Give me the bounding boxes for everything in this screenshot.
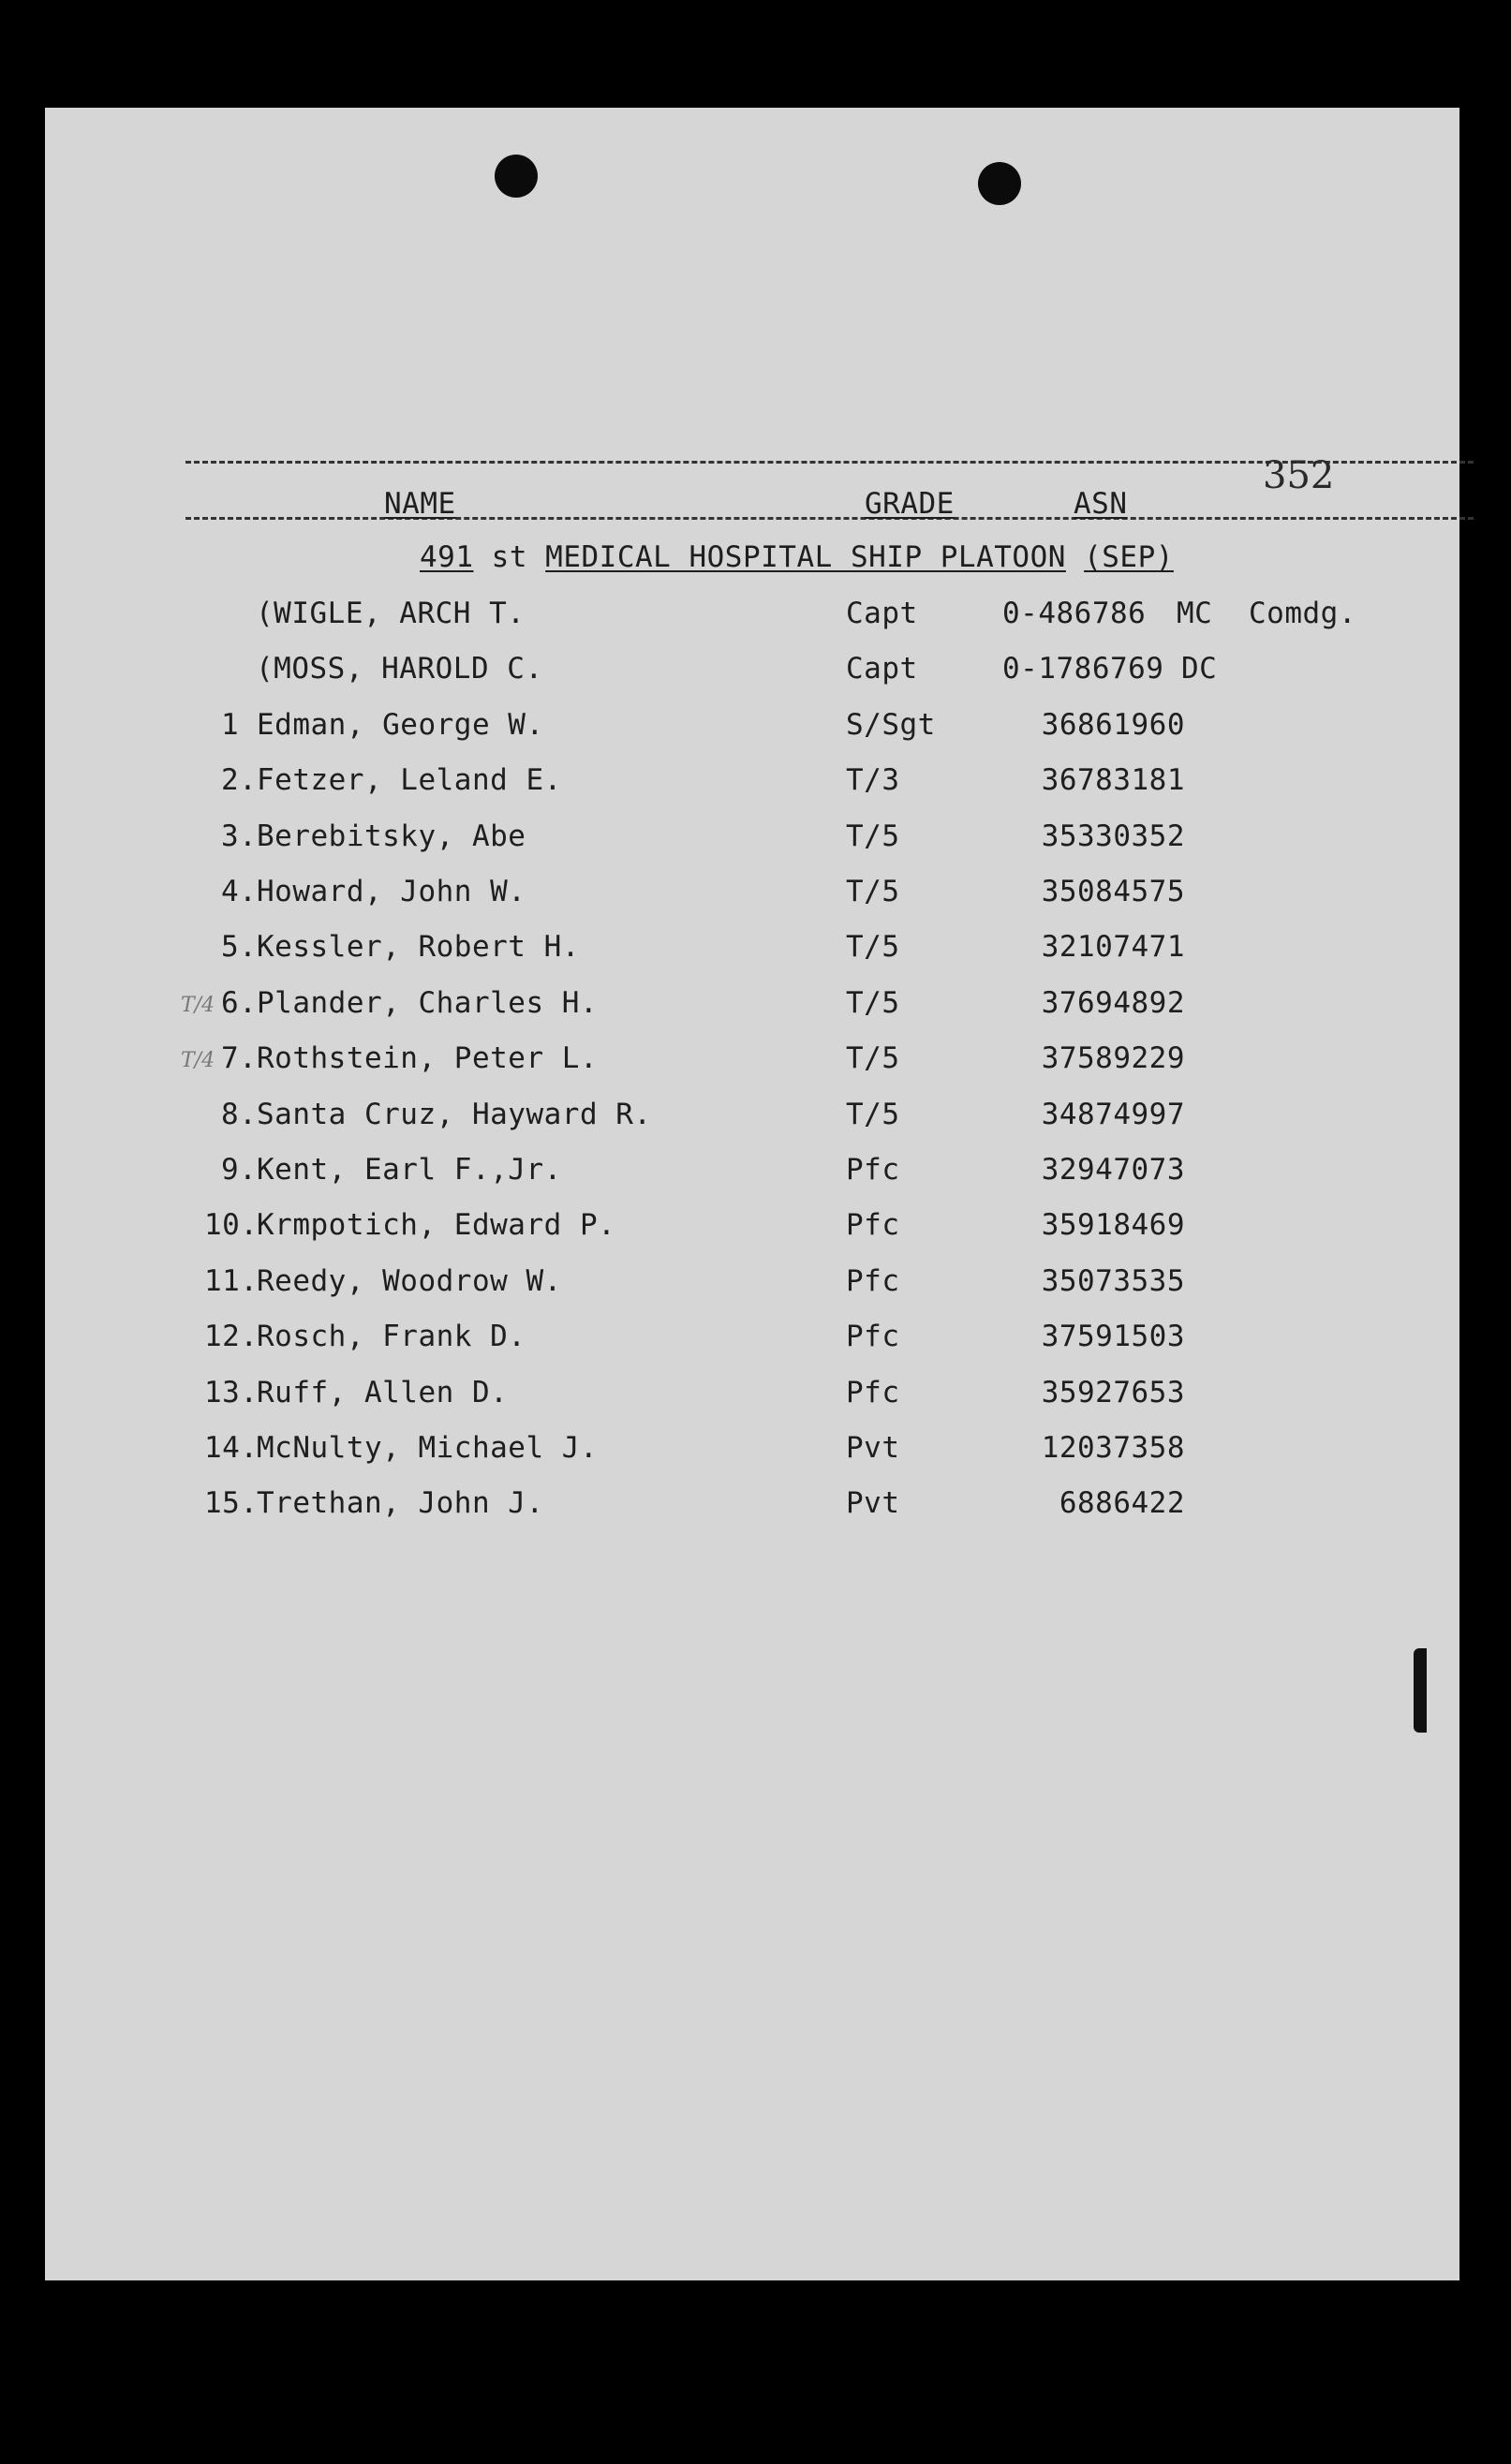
roster-name: Berebitsky, Abe (257, 819, 526, 853)
roster-name: Krmpotich, Edward P. (257, 1208, 616, 1243)
roster-number: 1 (221, 707, 240, 742)
unit-qualifier: (SEP) (1084, 540, 1174, 574)
roster-grade: T/5 (846, 1041, 900, 1076)
margin-annotation: T/4 (181, 1049, 215, 1073)
roster-number: 11. (204, 1263, 259, 1298)
roster-row (45, 1376, 1450, 1423)
roster-asn: 35084575 (1041, 875, 1185, 908)
roster-number: 3. (221, 819, 258, 853)
roster-grade: Pfc (846, 1375, 900, 1409)
officer-grade: Capt (846, 652, 918, 686)
roster-number: 14. (204, 1431, 259, 1465)
roster-grade: Pfc (846, 1153, 900, 1187)
unit-suffix: st (491, 540, 527, 574)
roster-asn: 35073535 (1041, 1263, 1185, 1298)
roster-asn: 36783181 (1041, 763, 1185, 798)
roster-grade: T/5 (846, 985, 900, 1020)
roster-name: Plander, Charles H. (257, 985, 599, 1020)
roster-name: Ruff, Allen D. (257, 1375, 509, 1409)
header-grade: GRADE (865, 487, 955, 521)
roster-row (45, 1486, 1450, 1533)
roster-name: Kessler, Robert H. (257, 930, 580, 965)
officer-corps: DC (1181, 652, 1218, 686)
header-name: NAME (384, 487, 456, 521)
roster-name: Santa Cruz, Hayward R. (257, 1097, 652, 1131)
roster-row (45, 708, 1450, 755)
officer-name: (MOSS, HAROLD C. (256, 652, 543, 686)
roster-grade: Pvt (846, 1431, 900, 1465)
roster-row (45, 763, 1450, 810)
roster-asn: 37589229 (1041, 1041, 1185, 1076)
officer-note: Comdg. (1249, 597, 1356, 630)
roster-name: Edman, George W. (257, 707, 544, 742)
roster-row (45, 1264, 1450, 1311)
header-rule-bottom (185, 517, 1474, 520)
roster-row (45, 819, 1450, 866)
page-number: 352 (1263, 454, 1335, 497)
roster-grade: Pfc (846, 1263, 900, 1298)
roster-row (45, 1208, 1450, 1255)
roster-asn: 12037358 (1041, 1431, 1185, 1465)
roster-asn: 6886422 (1059, 1486, 1185, 1521)
roster-grade: Pfc (846, 1208, 900, 1243)
roster-grade: T/5 (846, 1097, 900, 1131)
roster-grade: T/3 (846, 763, 900, 798)
roster-name: Trethan, John J. (257, 1486, 544, 1521)
roster-name: Rothstein, Peter L. (257, 1041, 599, 1076)
officer-row (45, 652, 1450, 699)
roster-number: 9. (221, 1153, 258, 1187)
roster-asn: 34874997 (1041, 1097, 1185, 1131)
roster-grade: Pvt (846, 1486, 900, 1521)
punch-hole-left (495, 155, 538, 198)
roster-row (45, 1041, 1450, 1088)
roster-name: Kent, Earl F.,Jr. (257, 1153, 562, 1187)
roster-asn: 37591503 (1041, 1320, 1185, 1354)
roster-number: 7. (221, 1041, 258, 1076)
roster-number: 2. (221, 763, 258, 798)
roster-row (45, 986, 1450, 1033)
roster-asn: 35927653 (1041, 1375, 1185, 1409)
unit-name: MEDICAL HOSPITAL SHIP PLATOON (545, 540, 1066, 574)
roster-number: 10. (204, 1208, 259, 1243)
header-asn: ASN (1074, 487, 1128, 521)
roster-asn: 36861960 (1041, 707, 1185, 742)
document-page (45, 108, 1459, 2280)
roster-row (45, 1320, 1450, 1366)
officer-grade: Capt (846, 597, 918, 630)
roster-asn: 32947073 (1041, 1153, 1185, 1187)
roster-number: 5. (221, 930, 258, 965)
roster-row (45, 875, 1450, 922)
roster-grade: S/Sgt (846, 707, 936, 742)
roster-row (45, 930, 1450, 977)
officer-asn: 0-1786769 (1002, 652, 1164, 686)
roster-number: 15. (204, 1486, 259, 1521)
roster-grade: Pfc (846, 1320, 900, 1354)
roster-asn: 35918469 (1041, 1208, 1185, 1243)
margin-annotation: T/4 (181, 993, 215, 1017)
roster-number: 8. (221, 1097, 258, 1131)
unit-title (420, 540, 1174, 574)
page-tab (1414, 1648, 1427, 1733)
roster-row (45, 1431, 1450, 1478)
officer-asn: 0-486786 (1002, 597, 1147, 630)
roster-name: Rosch, Frank D. (257, 1320, 526, 1354)
roster-grade: T/5 (846, 930, 900, 965)
roster-asn: 35330352 (1041, 819, 1185, 853)
roster-name: Howard, John W. (257, 875, 526, 908)
roster-grade: T/5 (846, 819, 900, 853)
roster-name: McNulty, Michael J. (257, 1431, 599, 1465)
roster-grade: T/5 (846, 875, 900, 908)
roster-name: Reedy, Woodrow W. (257, 1263, 562, 1298)
roster-asn: 37694892 (1041, 985, 1185, 1020)
roster-number: 12. (204, 1320, 259, 1354)
officer-name: (WIGLE, ARCH T. (256, 597, 526, 630)
roster-name: Fetzer, Leland E. (257, 763, 562, 798)
roster-asn: 32107471 (1041, 930, 1185, 965)
unit-number: 491 (420, 540, 474, 574)
officer-corps: MC (1177, 597, 1213, 630)
officer-row (45, 597, 1450, 643)
roster-number: 6. (221, 985, 258, 1020)
roster-number: 4. (221, 875, 258, 908)
roster-number: 13. (204, 1375, 259, 1409)
roster-row (45, 1153, 1450, 1200)
roster-row (45, 1098, 1450, 1144)
punch-hole-right (978, 162, 1021, 205)
